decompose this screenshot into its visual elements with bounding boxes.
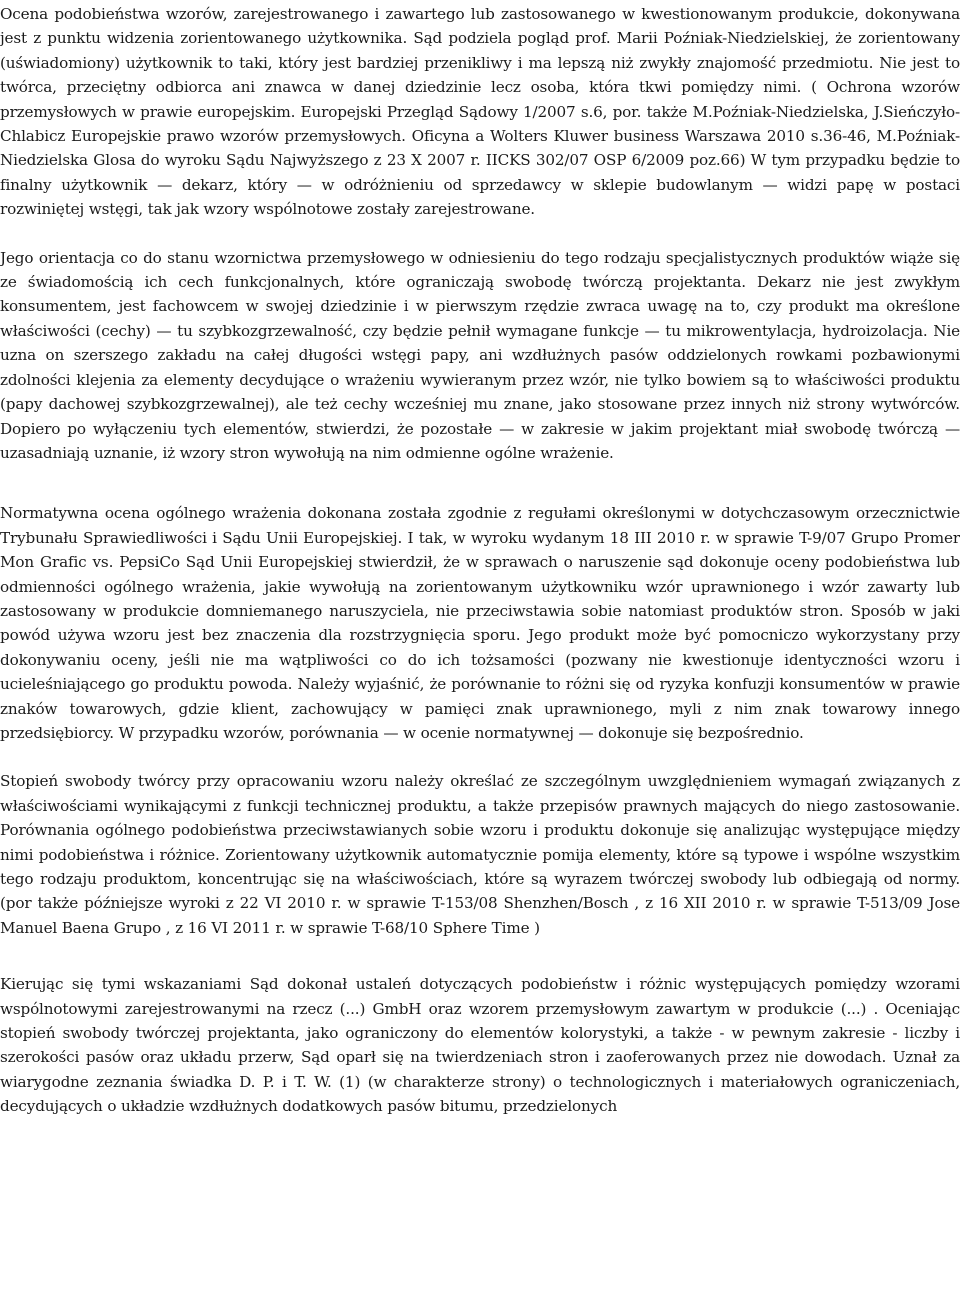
paragraph-court-findings: Kierując się tymi wskazaniami Sąd dokonał ustaleń dotyczących podobieństw i różnic występujących pomiędzy wzorami wspólnotowymi zarejestrowanymi na rzecz (...) GmbH oraz wzorem przemysłowym zawartym w produkcie (...) . Oceniając stopień swobody twórczej projektanta, jako ograniczony do elementów kolorystyki, a także - w pewnym zakresie - liczby i szerokości pasów oraz układu przerw, Sąd oparł się na twierdzeniach stron i zaoferowanych przez nie dowodach. Uznał za wiarygodne zeznania świadka D. P. i T. W. (1) (w charakterze strony) o technologicznych i materiałowych ograniczeniach, decydujących o układzie wzdłużnych dodatkowych pasów bitumu, przedzielonych (0, 975, 960, 1116)
paragraph-user-assessment: Ocena podobieństwa wzorów, zarejestrowanego i zawartego lub zastosowanego w kwestionowanym produkcie, dokonywana jest z punktu widzenia zorientowanego użytkownika. Sąd podziela pogląd prof. Marii Poźniak-Niedzielskiej, że zorientowany (uświadomiony) użytkownik to taki, który jest bardziej przenikliwy i ma lepszą niż zwykły znajomość przedmiotu. Nie jest to twórca, przeciętny odbiorca ani znawca w danej dziedzinie lecz osoba, która tkwi pomiędzy nimi. ( Ochrona wzorów przemysłowych w prawie europejskim. Europejski Przegląd Sądowy 1/2007 s.6, por. także M.Poźniak-Niedzielska, J.Sieńczyło-Chlabicz Europejskie prawo wzorów przemysłowych. Oficyna a Wolters Kluwer business Warszawa 2010 s.36-46, M.Poźniak-Niedzielska Glosa do wyroku Sądu Najwyższego z 23 X 2007 r. IICKS 302/07 OSP 6/2009 poz.66) W tym przypadku będzie to finalny użytkownik — dekarz, który — w odróżnieniu od sprzedawcy w sklepie budowlanym — widzi papę w postaci rozwiniętej wstęgi, tak jak wzory wspólnotowe zostały zarejestrowane. (0, 5, 960, 219)
paragraph-spacer (0, 745, 960, 769)
paragraph-normative-assessment: Normatywna ocena ogólnego wrażenia dokonana została zgodnie z regułami określonymi w dotychczasowym orzecznictwie Trybunału Sprawiedliwości i Sądu Unii Europejskiej. I tak, w wyroku wydanym 18 III 2010 r. w sprawie T-9/07 Grupo Promer Mon Grafic vs. PepsiCo Sąd Unii Europejskiej stwierdził, że w sprawach o naruszenie sąd dokonuje oceny podobieństwa lub odmienności ogólnego wrażenia, jakie wywołują na zorientowanym użytkowniku wzór uprawnionego i wzór zawarty lub zastosowany w produkcie domniemanego naruszyciela, nie przeciwstawia sobie natomiast produktów stron. Sposób w jaki powód używa wzoru jest bez znaczenia dla rozstrzygnięcia sporu. Jego produkt może być pomocniczo wykorzystany przy dokonywaniu oceny, jeśli nie ma wątpliwości co do ich tożsamości (pozwany nie kwestionuje identyczności wzoru i ucieleśniającego go produktu powoda. Należy wyjaśnić, że porównanie to różni się od ryzyka konfuzji konsumentów w prawie znaków towarowych, gdzie klient, zachowujący w pamięci znak uprawnionego, myli z nim znak towarowy innego przedsiębiorcy. W przypadku wzorów, porównania — w ocenie normatywnej — dokonuje się bezpośrednio. (0, 504, 960, 742)
paragraph-spacer (0, 465, 960, 501)
paragraph-user-orientation: Jego orientacja co do stanu wzornictwa przemysłowego w odniesieniu do tego rodzaju specjalistycznych produktów wiąże się ze świadomością ich cech funkcjonalnych, które ograniczają swobodę twórczą projektanta. Dekarz nie jest zwykłym konsumentem, jest fachowcem w swojej dziedzinie i w pierwszym rzędzie zwraca uwagę na to, czy produkt ma określone właściwości (cechy) — tu szybkozgrzewalność, czy będzie pełnił wymagane funkcje — tu mikrowentylacja, hydroizolacja. Nie uzna on szerszego zakładu na całej długości wstęgi papy, ani wzdłużnych pasów oddzielonych rowkami pozbawionymi zdolności klejenia za elementy decydujące o wrażeniu wywieranym przez wzór, nie tylko bowiem są to właściwości produktu (papy dachowej szybkozgrzewalnej), ale też cechy wcześniej mu znane, jako stosowane przez innych niż strony wytwórców. Dopiero po wyłączeniu tych elementów, stwierdzi, że pozostałe — w zakresie w jakim projektant miał swobodę twórczą — uzasadniają uznanie, iż wzory stron wywołują na nim odmienne ogólne wrażenie. (0, 248, 960, 462)
paragraph-creative-freedom: Stopień swobody twórcy przy opracowaniu wzoru należy określać ze szczególnym uwzględnieniem wymagań związanych z właściwościami wynikającymi z funkcji technicznej produktu, a także przepisów prawnych mających do niego zastosowanie. Porównania ogólnego podobieństwa przeciwstawianych sobie wzoru i produktu dokonuje się analizując występujące między nimi podobieństwa i różnice. Zorientowany użytkownik automatycznie pomija elementy, które są typowe i wspólne wszystkim tego rodzaju produktom, koncentrując się na właściwościach, które są wyrazem twórczej swobody lub odbiegają od normy. (por także późniejsze wyroki z 22 VI 2010 r. w sprawie T-153/08 Shenzhen/Bosch , z 16 XII 2010 r. w sprawie T-513/09 Jose Manuel Baena Grupo , z 16 VI 2011 r. w sprawie T-68/10 Sphere Time ) (0, 772, 960, 937)
paragraph-spacer (0, 222, 960, 246)
paragraph-spacer (0, 940, 960, 972)
